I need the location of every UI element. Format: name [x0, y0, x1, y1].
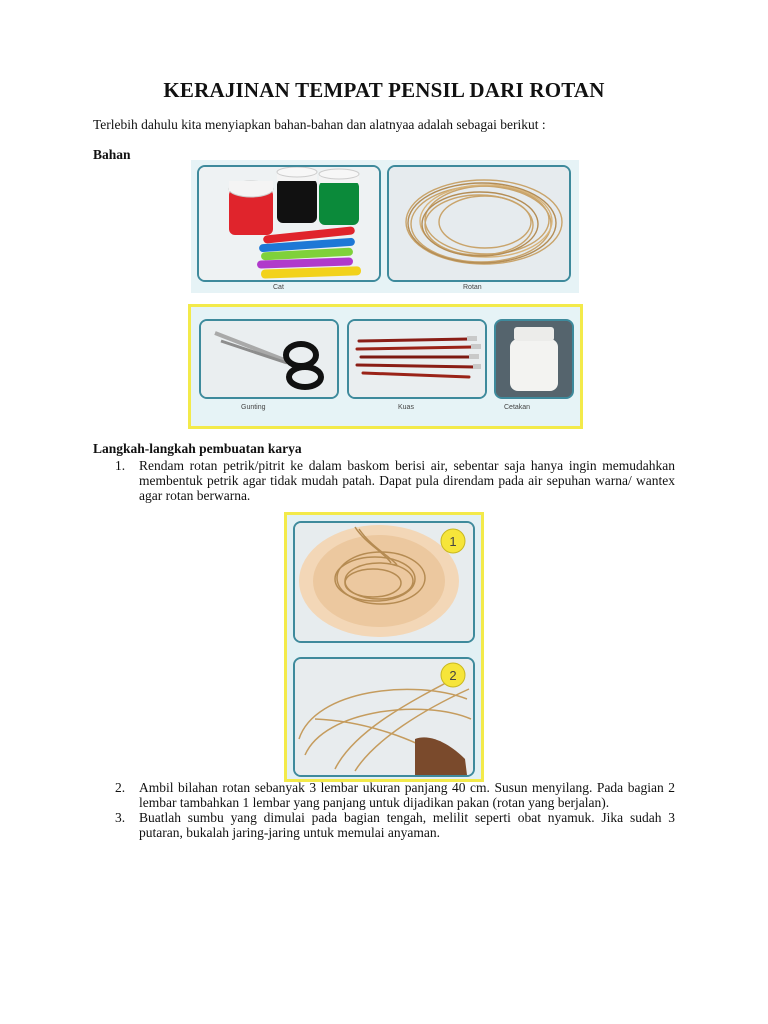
paintbrush-icon: [349, 321, 485, 397]
caption-paint: Cat: [273, 284, 284, 291]
caption-rattan: Rotan: [463, 284, 482, 291]
caption-mold: Cetakan: [504, 404, 531, 411]
step-number: 3.: [115, 810, 126, 825]
rattan-photo: [387, 165, 571, 282]
step-text: Buatlah sumbu yang dimulai pada bagian tengah, melilit seperti obat nyamuk. Jika sudah 3 putaran, bukalah jaring-jaring untuk memulai anyaman.: [139, 810, 675, 840]
step-2: [93, 780, 675, 810]
mold-jar-photo: [494, 319, 574, 399]
badge-1: 1: [449, 534, 457, 549]
green-paint-jar-icon: [319, 169, 359, 225]
materials-figure-paint-rattan: [191, 160, 579, 293]
bowl-icon: [295, 523, 473, 641]
jar-icon: [496, 321, 572, 397]
steps-heading: Langkah-langkah pembuatan karya: [93, 441, 302, 456]
step-number: 1.: [115, 458, 126, 473]
rattan-coil-icon: [389, 167, 569, 280]
caption-scissors: Gunting: [241, 404, 266, 411]
materials-heading: Bahan: [93, 147, 131, 162]
scissors-icon: [201, 321, 337, 397]
brushes-photo: [347, 319, 487, 399]
steps-list-part1: [93, 458, 675, 503]
step-number: 2.: [115, 780, 126, 795]
step-text: Rendam rotan petrik/pitrit ke dalam baskom berisi air, sebentar saja hanya ingin memudahkan membentuk petrik agar tidak mudah patah. Dapat pula direndam pada air sepuhan warna/ wantex agar rotan berwarna.: [139, 458, 675, 503]
rattan-hand-icon: [295, 659, 473, 775]
paint-photo: [197, 165, 381, 282]
soaking-figure: [287, 515, 481, 779]
rattan-hand-photo: [293, 657, 475, 777]
tools-figure: [191, 307, 580, 426]
red-paint-jar-icon: [229, 181, 273, 235]
caption-brushes: Kuas: [398, 404, 414, 411]
steps-list-part2: [93, 780, 675, 840]
step-3: [93, 810, 675, 840]
soaking-bowl-photo: [293, 521, 475, 643]
badge-2: 2: [449, 668, 457, 683]
step-text: Ambil bilahan rotan sebanyak 3 lembar ukuran panjang 40 cm. Susun menyilang. Pada bagian 2 lembar tambahkan 1 lembar yang panjang untuk dijadikan pakan (rotan yang berjalan).: [139, 780, 675, 810]
page-title: KERAJINAN TEMPAT PENSIL DARI ROTAN: [163, 78, 605, 102]
black-paint-jar-icon: [277, 167, 317, 223]
intro-text: Terlebih dahulu kita menyiapkan bahan-bahan dan alatnyaa adalah sebagai berikut :: [93, 117, 546, 132]
scissors-photo: [199, 319, 339, 399]
step-1: [93, 458, 675, 503]
